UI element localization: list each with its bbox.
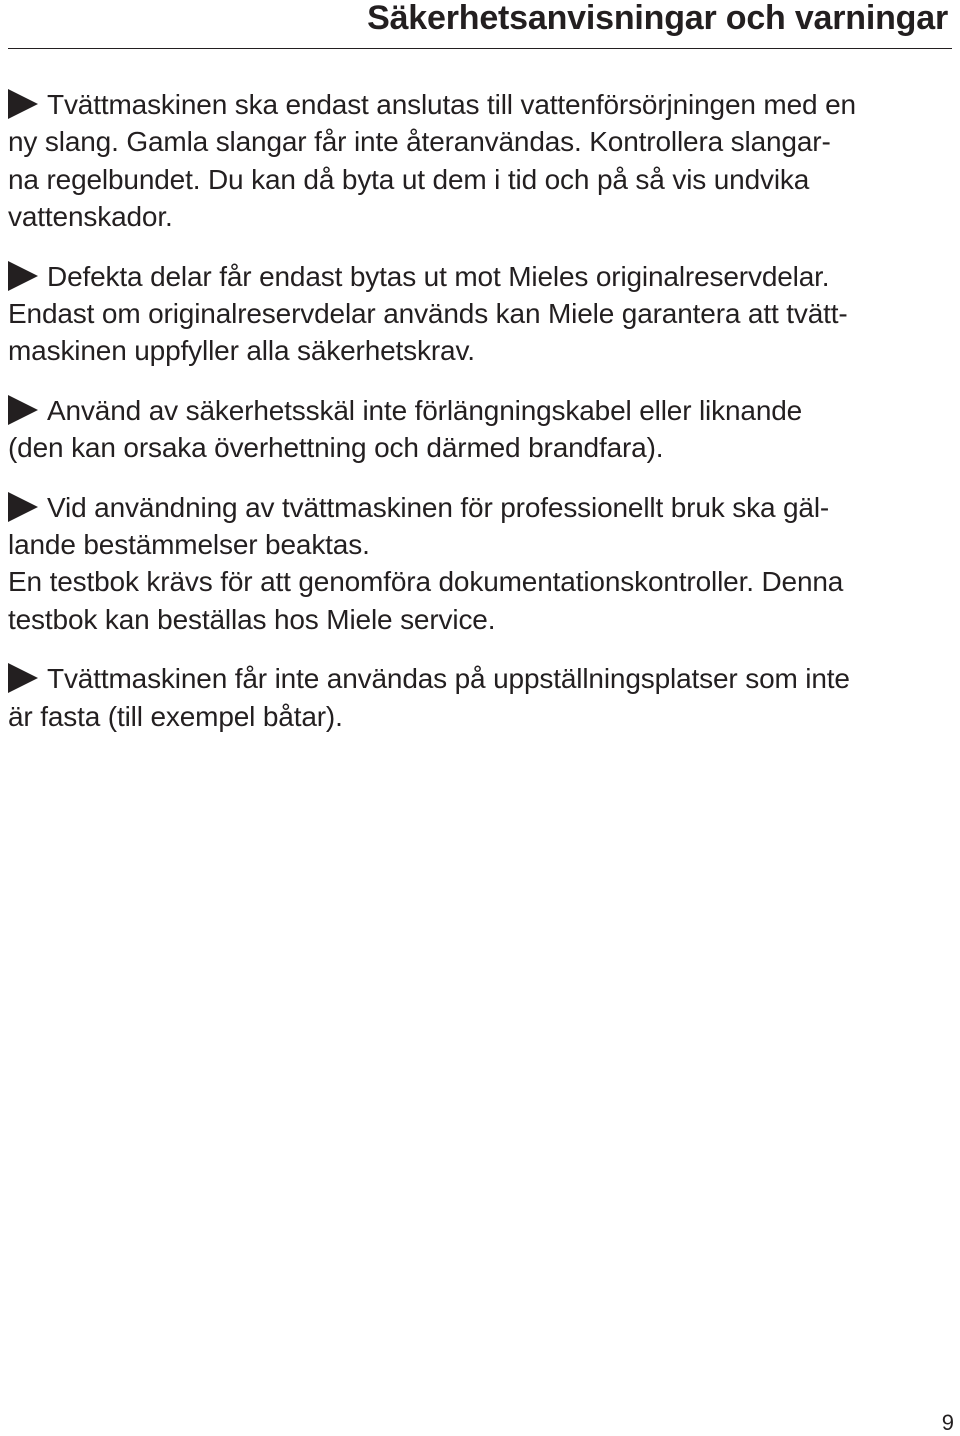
warning-item-hoses [8,86,954,236]
warning-list [8,86,954,735]
warning-text-line: maskinen uppfyller alla säkerhetskrav. [8,335,475,367]
warning-text-line: na regelbundet. Du kan då byta ut dem i tid och på så vis undvika [8,163,810,195]
triangle-bullet-icon [8,492,38,522]
page-title: Säkerhetsanvisningar och varningar [367,0,948,37]
warning-text-line: vattenskador. [8,201,173,233]
warning-text-line: Tvättmaskinen ska endast anslutas till vattenförsörjningen med en [8,86,954,123]
warning-text-line: testbok kan beställas hos Miele service. [8,603,496,635]
warning-text-line: Vid användning av tvättmaskinen för professionellt bruk ska gäl- [8,489,954,526]
page-number: 9 [941,1410,954,1435]
warning-text-line: Använd av säkerhetsskäl inte förlängningskabel eller liknande [8,392,954,429]
warning-text-line: lande bestämmelser beaktas. [8,529,370,561]
warning-item-spare-parts [8,258,954,370]
warning-text-line: Defekta delar får endast bytas ut mot Mieles originalreservdelar. [8,258,954,295]
triangle-bullet-icon [8,261,38,291]
warning-item-installation-site [8,660,954,735]
warning-item-extension-cable [8,392,954,467]
warning-item-professional-use [8,489,954,639]
warning-text-line: Endast om originalreservdelar används kan Miele garantera att tvätt- [8,298,848,330]
warning-text-line: (den kan orsaka överhettning och därmed brandfara). [8,432,664,464]
triangle-bullet-icon [8,395,38,425]
page-header [8,0,952,49]
warning-text-line: En testbok krävs för att genomföra dokumentationskontroller. Denna [8,566,844,598]
warning-text-line: ny slang. Gamla slangar får inte återanvändas. Kontrollera slangar- [8,126,831,158]
warning-text-line: Tvättmaskinen får inte användas på uppställningsplatser som inte [8,660,954,697]
triangle-bullet-icon [8,663,38,693]
triangle-bullet-icon [8,89,38,119]
warning-text-line: är fasta (till exempel båtar). [8,700,343,732]
